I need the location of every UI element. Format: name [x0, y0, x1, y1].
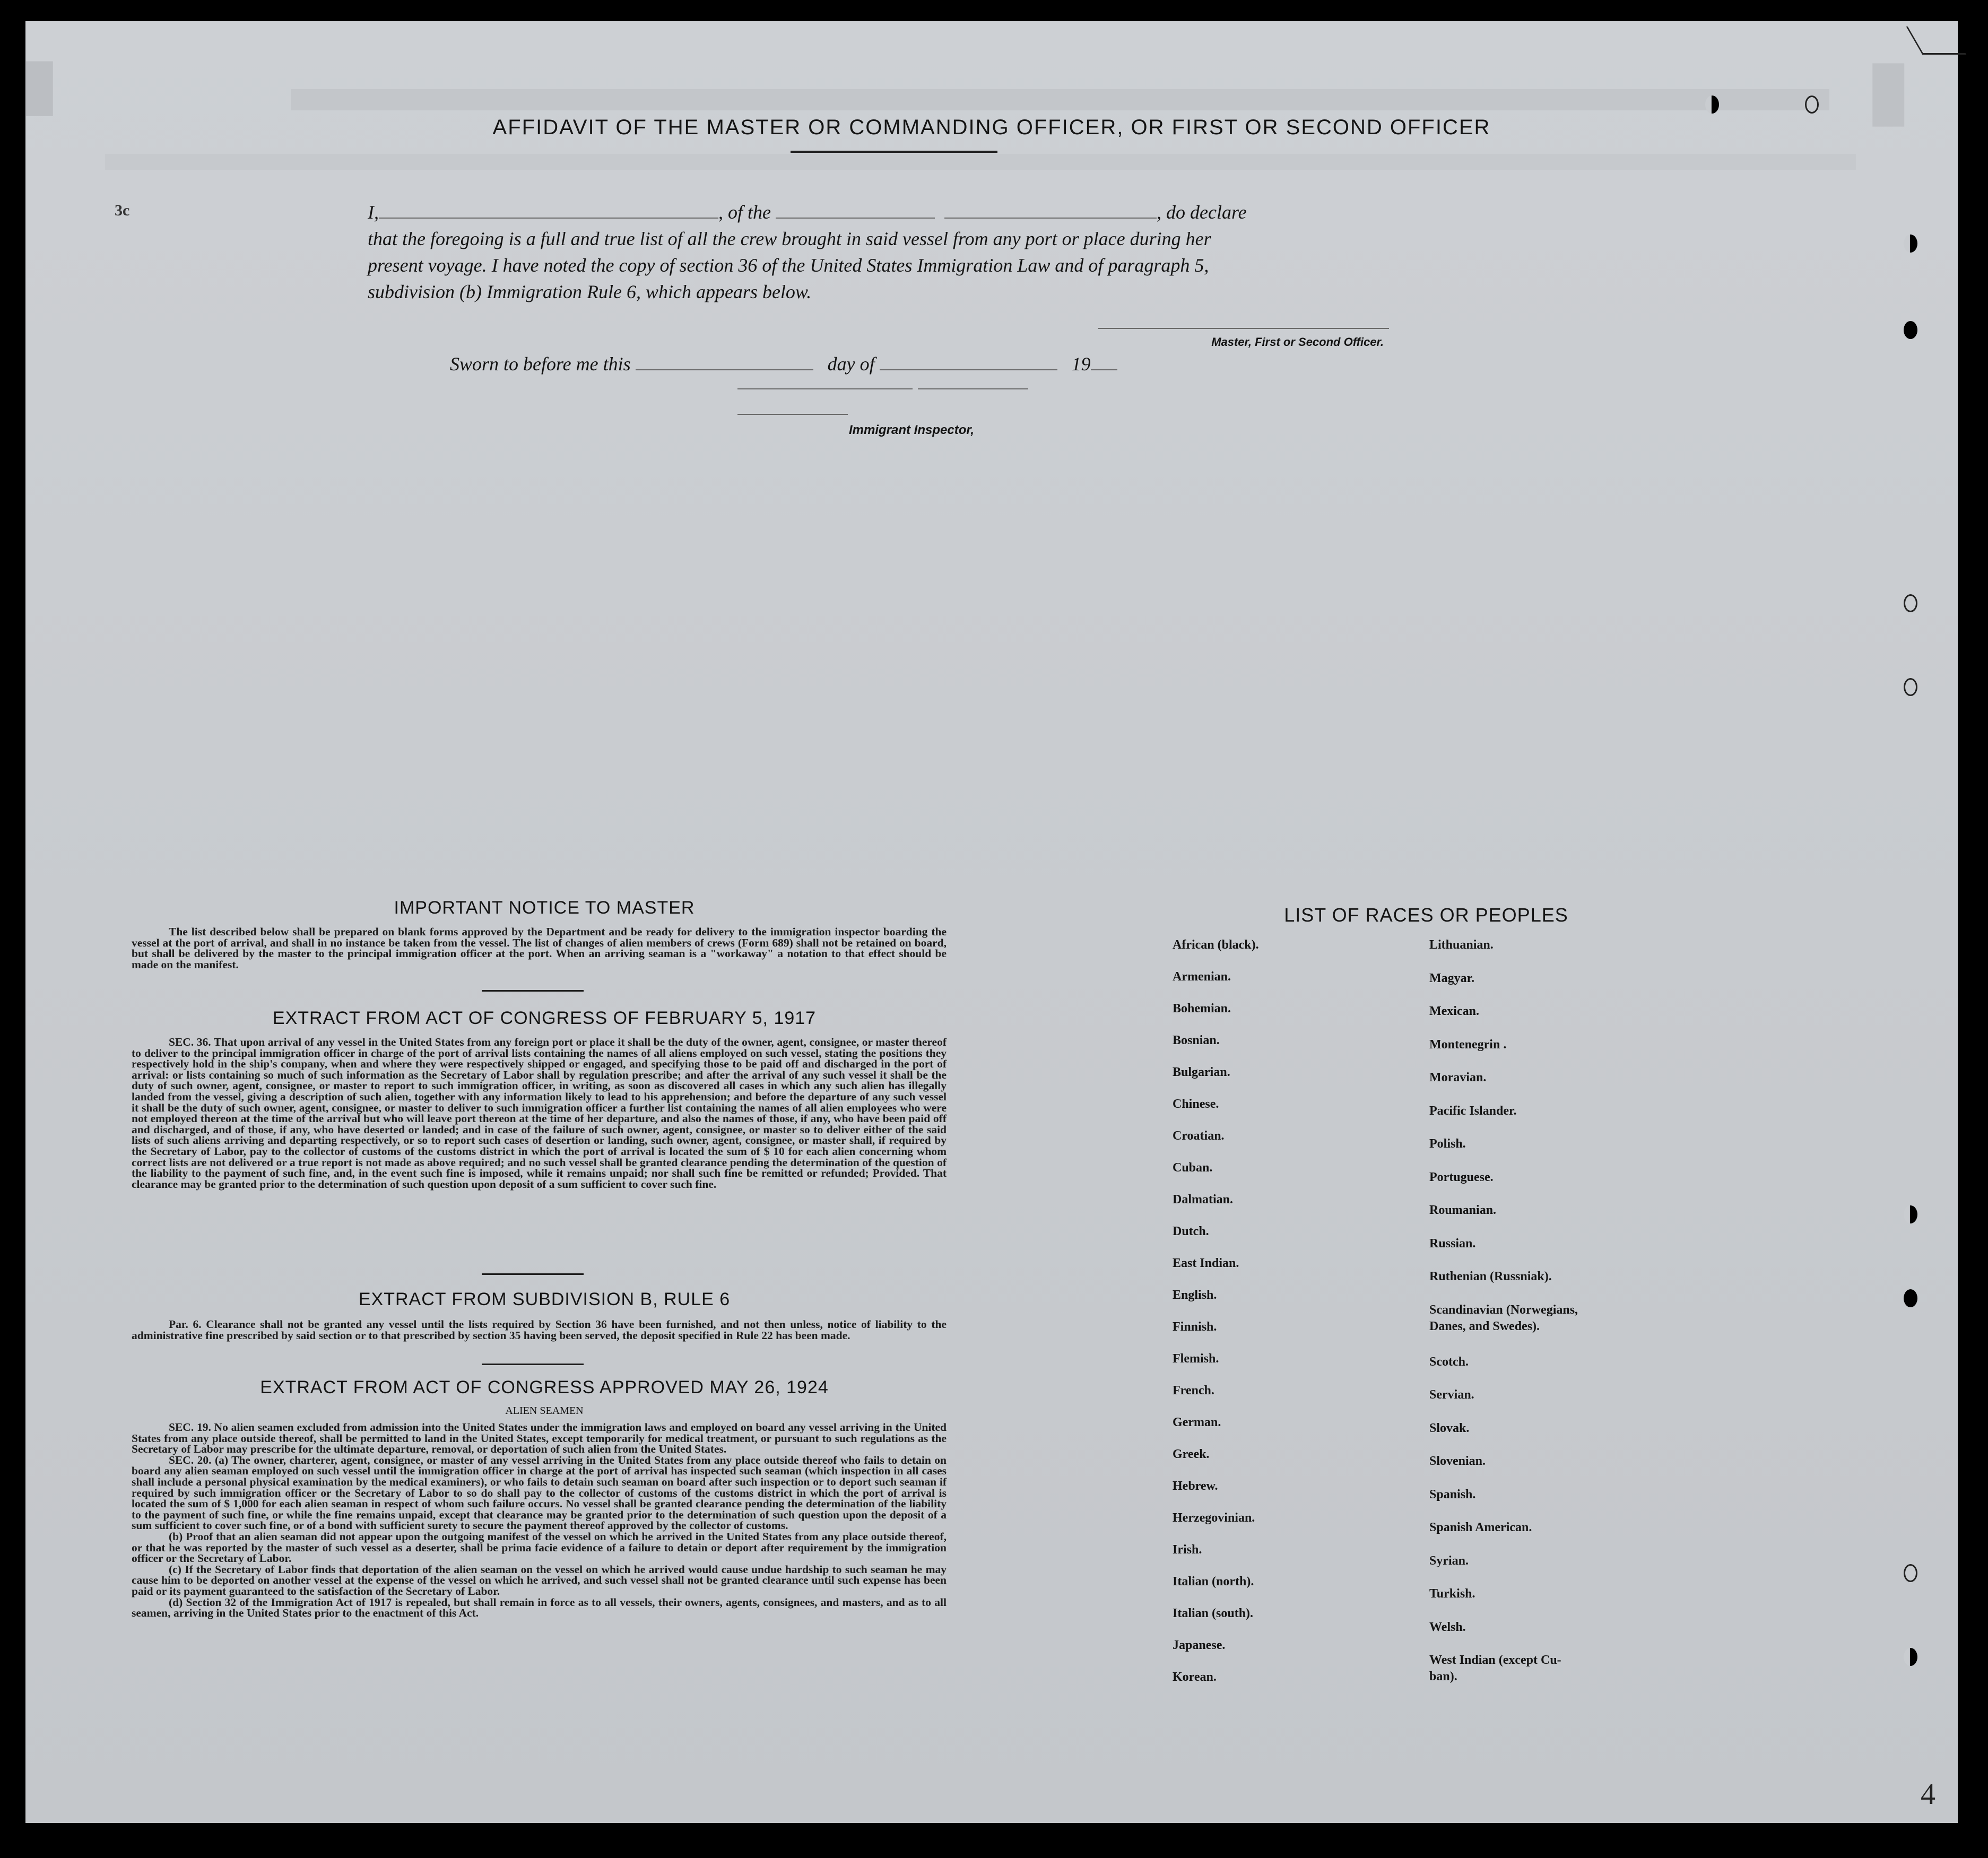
affidavit-title: AFFIDAVIT OF THE MASTER OR COMMANDING OFFICER, OR FIRST OR SECOND OFFICER — [492, 116, 1491, 139]
races-title: LIST OF RACES OR PEOPLES — [1284, 904, 1568, 926]
race-item: Spanish. — [1429, 1487, 1476, 1501]
sec-20d-paragraph: (d) Section 32 of the Immigration Act of 1917 is repealed, but shall remain in force as to all vessels, their owners, agents, consignees, and masters, and as to all seamen, arriving in the United States prior to the enactment of this Act. — [132, 1595, 947, 1620]
inspector-line-3 — [737, 414, 848, 415]
sworn-line — [450, 353, 1117, 375]
race-item: Mexican. — [1429, 1004, 1479, 1018]
name-blank — [379, 202, 718, 219]
race-item: Bosnian. — [1173, 1034, 1220, 1047]
race-item: Italian (south). — [1173, 1607, 1254, 1620]
race-item: Hebrew. — [1173, 1479, 1218, 1493]
bleedthrough-band — [105, 154, 1856, 170]
race-item: Polish. — [1429, 1137, 1466, 1151]
race-item: Montenegrin . — [1429, 1037, 1507, 1052]
race-item: Slovenian. — [1429, 1454, 1486, 1468]
race-item: Syrian. — [1429, 1553, 1469, 1568]
punch-hole — [1904, 678, 1917, 696]
declaration-text — [368, 199, 1418, 305]
decl-do-declare: , do declare — [1156, 202, 1247, 223]
race-item: Bohemian. — [1173, 1002, 1231, 1015]
document-page — [20, 21, 1958, 1823]
vessel-blank-1 — [776, 202, 935, 219]
section-divider — [482, 1364, 584, 1365]
decl-line-3: present voyage. I have noted the copy of section 36 of the United States Immigration Law and of paragraph 5, — [368, 255, 1209, 276]
bleedthrough-mark: ▮ — [1867, 44, 1911, 133]
race-item: Turkish. — [1429, 1587, 1475, 1601]
race-item: Herzegovinian. — [1173, 1511, 1255, 1525]
punch-hole — [1904, 1564, 1917, 1582]
punch-hole — [1904, 1648, 1917, 1666]
race-item: Japanese. — [1173, 1638, 1226, 1652]
extract-1924-text — [132, 1422, 947, 1619]
race-item: Bulgarian. — [1173, 1065, 1230, 1079]
extract-rule6-text: Par. 6. Clearance shall not be granted any vessel until the lists required by Section 36 have been furnished, and not then unless, notice of liability to the administrative fine prescribed by said section or to that prescribed by section 35 having been served, the deposit specified in Rule 22 has been made. — [132, 1318, 947, 1342]
race-item: Italian (north). — [1173, 1575, 1254, 1588]
punch-hole — [1805, 95, 1819, 114]
sworn-year-blank — [1091, 353, 1117, 370]
race-item: Scotch. — [1429, 1355, 1469, 1369]
folded-corner — [1906, 27, 1967, 55]
inspector-line-2 — [918, 388, 1028, 389]
margin-mark: 3c — [115, 202, 130, 219]
decl-of-the: , of the — [718, 202, 771, 223]
title-underline — [791, 151, 997, 153]
race-item: Korean. — [1173, 1670, 1217, 1684]
vessel-blank-2 — [944, 202, 1157, 219]
sec-20b-paragraph: (b) Proof that an alien seaman did not appear upon the outgoing manifest of the vessel on which he arrived in the United States from any place outside thereof, or that he was reported by the master of such vessel as a deserter, shall be prima facie evidence of a failure to detain or deport after requirement by the immigration officer or the Secretary of Labor. — [132, 1530, 947, 1565]
margin-pencil-mark: 4 — [1921, 1778, 1935, 1811]
sworn-day-of: day of — [827, 353, 875, 375]
race-item: German. — [1173, 1416, 1221, 1429]
master-signature-line — [1098, 328, 1389, 329]
sworn-prefix: Sworn to before me this — [450, 353, 631, 375]
extract-1917-title: EXTRACT FROM ACT OF CONGRESS OF FEBRUARY 5, 1917 — [272, 1008, 817, 1028]
race-item: Servian. — [1429, 1388, 1474, 1402]
race-item: Magyar. — [1429, 971, 1475, 985]
sworn-month-blank — [880, 353, 1057, 370]
race-item: French. — [1173, 1384, 1214, 1397]
master-signature-caption: Master, First or Second Officer. — [1211, 335, 1384, 349]
race-item: African (black). — [1173, 938, 1259, 952]
decl-line-2: that the foregoing is a full and true list of all the crew brought in said vessel from any port or place during her — [368, 228, 1211, 249]
race-item: Pacific Islander. — [1429, 1104, 1517, 1118]
race-item: Roumanian. — [1429, 1203, 1497, 1217]
sec-20a-paragraph: SEC. 20. (a) The owner, charterer, agent, consignee, or master of any vessel arriving in the United States from any place outside thereof who fails to detain on board any alien seaman employed on such vessel until the immigration officer in charge at the port of arrival has inspected such seaman (which inspection in all cases shall include a personal physical examination by the medical examiners), or who fails to detain such seaman on board after such inspection or to deport such seaman if required by such immigration officer or the Secretary of Labor to so do shall pay to the collector of customs of the customs district in which the port of arrival is located the sum of $ 1,000 for each alien seaman in respect of whom such failure occurs. No vessel shall be granted clearance pending the determination of the liability to the payment of such fine, or while the fine remains unpaid, except that clearance may be granted prior to the determination of such question upon the deposit of a sum sufficient to cover such fine, or of a bond with sufficient surety to secure the payment thereof approved by the collector of customs. — [132, 1453, 947, 1532]
race-item: Spanish American. — [1429, 1521, 1532, 1534]
punch-hole — [1904, 321, 1917, 339]
extract-1924-title: EXTRACT FROM ACT OF CONGRESS APPROVED MAY 26, 1924 — [260, 1377, 829, 1397]
race-item: Ruthenian (Russniak). — [1429, 1270, 1552, 1283]
section-divider — [482, 1273, 584, 1275]
extract-1917-text: SEC. 36. That upon arrival of any vessel in the United States from any foreign port or place it shall be the duty of the owner, agent, consignee, or master thereof to deliver to the principal immigration officer in charge of the port of arrival lists containing the names of all aliens employed on such vessel, stating the positions they respectively hold in the ship's company, when and where they were respectively shipped or engaged, and specifying those to be paid off and discharged in the port of arrival: or lists containing so much of such information as the Secretary of Labor shall by regulation prescribe; and after the arrival of any such vessel it shall be the duty of such owner, agent, consignee, or master to report to such immigration officer, in writing, as soon as discovered all cases in which any such alien has illegally landed from the vessel, giving a description of such alien, together with any information likely to lead to his apprehension; and before the departure of any such vessel it shall be the duty of such owner, agent, consignee, or master to deliver to such immigration officer a further list containing the names of all alien employees who were not employed thereon at the time of the arrival but who will leave port thereon at the time of her departure, and also the names of those, if any, who have been paid off and discharged, and of those, if any, who have deserted or landed; and in case of the failure of such owner, agent, consignee, or master so to deliver either of the said lists of such aliens arriving and departing respectively, or so to report such cases of desertion or landing, such owner, agent, consignee, or master shall, if required by the Secretary of Labor, pay to the collector of customs of the customs district in which the port of arrival is located the sum of $ 10 for each alien concerning whom correct lists are not delivered or a true report is not made as above required; and no such vessel shall be granted clearance pending the determination of the question of the liability to the payment of such fine, and, in the event such fine is imposed, while it remains unpaid; nor shall such fine be remitted or refunded; Provided. That clearance may be granted prior to the determination of such question upon deposit of a sum sufficient to cover such fine. — [132, 1036, 947, 1191]
decl-i: I, — [368, 202, 379, 223]
race-item: Cuban. — [1173, 1161, 1213, 1175]
race-item: Lithuanian. — [1429, 938, 1494, 952]
race-item: West Indian (except Cu- ban). — [1429, 1653, 1561, 1683]
punch-hole — [1904, 594, 1917, 612]
race-item: Welsh. — [1429, 1620, 1466, 1634]
decl-line-4: subdivision (b) Immigration Rule 6, which appears below. — [368, 281, 812, 302]
alien-seamen-subtitle: ALIEN SEAMEN — [505, 1405, 584, 1417]
punch-hole — [1904, 1289, 1917, 1307]
race-item: Portuguese. — [1429, 1170, 1494, 1184]
race-item: Scandinavian (Norwegians, Danes, and Swedes). — [1429, 1303, 1578, 1333]
race-item: East Indian. — [1173, 1256, 1239, 1270]
race-item: Croatian. — [1173, 1129, 1225, 1143]
race-item: Russian. — [1429, 1236, 1476, 1251]
bleedthrough-band — [291, 89, 1829, 110]
race-item: Finnish. — [1173, 1320, 1217, 1334]
punch-hole — [1904, 235, 1917, 253]
sec-19-paragraph: SEC. 19. No alien seamen excluded from admission into the United States under the immigration laws and employed on board any vessel arriving in the United States from any place outside thereof, shall be permitted to land in the United States, except temporarily for medical treatment, or pursuant to such regulations as the Secretary of Labor may prescribe for the ultimate departure, removal, or deportation of such alien from the United States. — [132, 1421, 947, 1456]
race-item: Greek. — [1173, 1447, 1210, 1461]
notice-title: IMPORTANT NOTICE TO MASTER — [394, 898, 695, 918]
immigrant-inspector-caption: Immigrant Inspector, — [849, 423, 975, 437]
race-item: Armenian. — [1173, 970, 1231, 984]
extract-rule6-title: EXTRACT FROM SUBDIVISION B, RULE 6 — [358, 1289, 731, 1309]
punch-hole — [1904, 1205, 1917, 1223]
section-divider — [482, 990, 584, 992]
inspector-line-1 — [737, 388, 913, 389]
punch-hole — [1705, 95, 1719, 114]
sec-20c-paragraph: (c) If the Secretary of Labor finds that deportation of the alien seaman on the vessel on which he arrived would cause undue hardship to such seaman he may cause him to be deported on another vessel at the expense of the vessel on which he arrived, and such vessel shall not be granted clearance until such expense has been paid or its payment guaranteed to the satisfaction of the Secretary of Labor. — [132, 1562, 947, 1597]
race-item: Dutch. — [1173, 1225, 1209, 1238]
race-item: Chinese. — [1173, 1097, 1219, 1111]
bleedthrough-mark: ▮ — [20, 44, 58, 121]
race-item: Moravian. — [1429, 1071, 1487, 1084]
notice-text: The list described below shall be prepared on blank forms approved by the Department and be ready for delivery to the immigration inspector boarding the vessel at the port of arrival, and shall in no instance be taken from the vessel. The list of changes of alien members of crews (Form 689) shall not be retained on board, but shall be delivered by the master to the principal immigration officer at the port. When an arriving seaman is a "workaway" a notation to that effect should be made on the manifest. — [132, 925, 947, 971]
race-item: Dalmatian. — [1173, 1193, 1233, 1206]
race-item: Slovak. — [1429, 1421, 1470, 1435]
race-item: English. — [1173, 1288, 1217, 1302]
sworn-day-blank — [636, 353, 813, 370]
race-item: Flemish. — [1173, 1352, 1219, 1366]
race-item: Irish. — [1173, 1543, 1202, 1557]
sworn-year: 19 — [1071, 353, 1091, 375]
